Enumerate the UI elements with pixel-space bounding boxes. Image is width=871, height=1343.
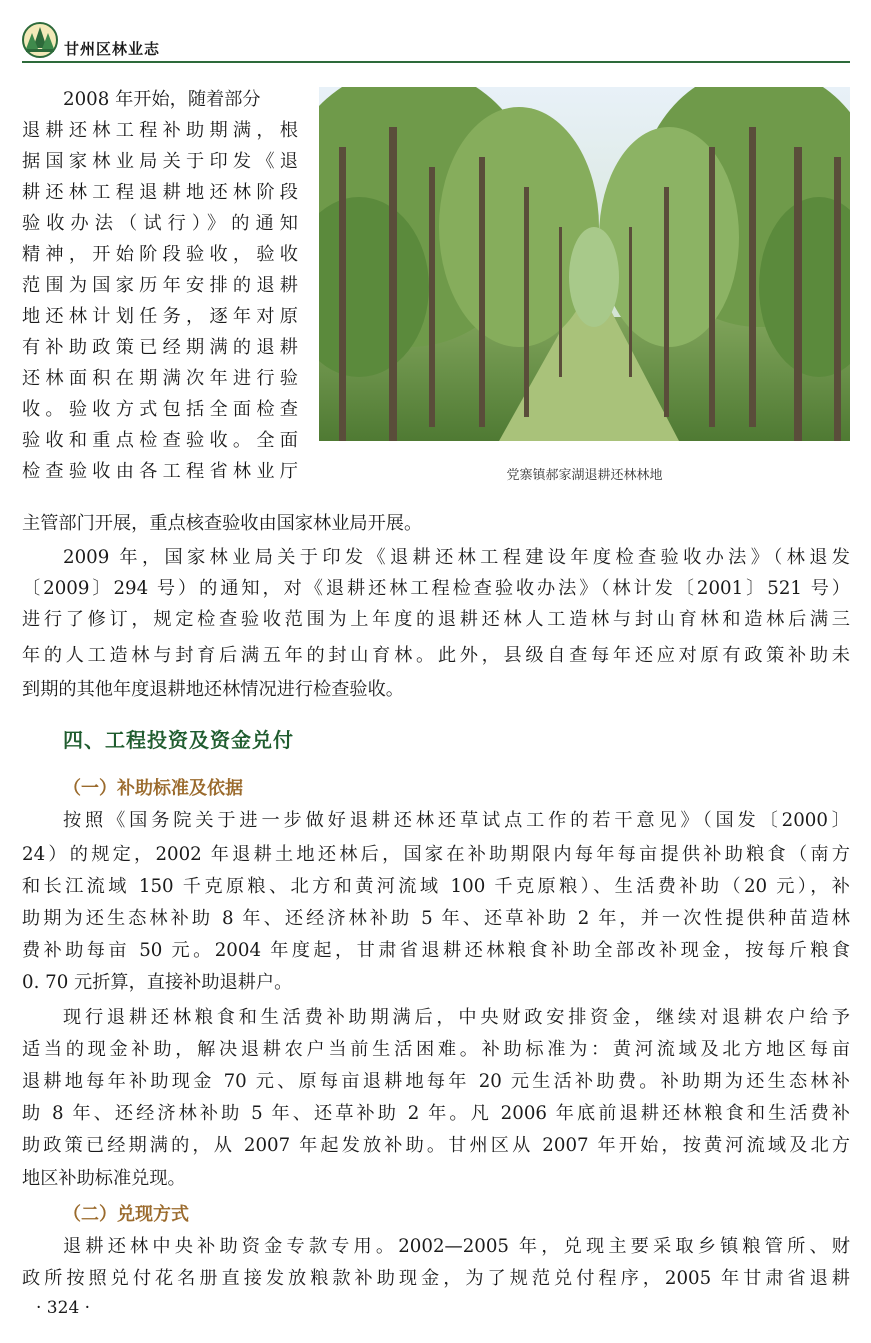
text-line: 地还林计划任务，逐年对原 <box>22 306 298 327</box>
text-line: 现行退耕还林粮食和生活费补助期满后，中央财政安排资金，继续对退耕农户给予 <box>63 1007 850 1028</box>
book-title: 甘州区林业志 <box>64 40 161 58</box>
text-line: 有补助政策已经期满的退耕 <box>22 337 298 358</box>
text-line: 24）的规定，2002 年退耕土地还林后，国家在补助期限内每年每亩提供补助粮食（南方 <box>22 844 850 865</box>
text-line: 按照《国务院关于进一步做好退耕还林还草试点工作的若干意见》（国发〔2000〕 <box>63 810 850 831</box>
text-line: 年的人工造林与封育后满五年的封山育林。此外，县级自查每年还应对原有政策补助未 <box>22 645 850 666</box>
text-line: 费补助每亩 50 元。2004 年度起，甘肃省退耕还林粮食补助全部改补现金，按每斤粮食 <box>22 940 850 961</box>
text-line: 精神，开始阶段验收，验收 <box>22 244 298 265</box>
text-line: 收。验收方式包括全面检查 <box>22 399 298 420</box>
text-line: 助期为还生态林补助 8 年、还经济林补助 5 年、还草补助 2 年，并一次性提供种苗造林 <box>22 908 850 929</box>
text-line: 地区补助标准兑现。 <box>22 1168 186 1189</box>
section-heading: 四、工程投资及资金兑付 <box>63 728 294 752</box>
page-header <box>22 22 850 64</box>
page-number: · 324 · <box>36 1298 91 1318</box>
text-line: 范围为国家历年安排的退耕 <box>22 275 298 296</box>
text-line: 主管部门开展，重点核查验收由国家林业局开展。 <box>22 513 423 534</box>
text-line: 检查验收由各工程省林业厅 <box>22 461 298 482</box>
text-line: 〔2009〕294 号）的通知，对《退耕还林工程检查验收办法》（林计发〔2001〕521 号） <box>22 578 850 599</box>
forest-photo <box>319 87 850 441</box>
text-line: 0. 70 元折算，直接补助退耕户。 <box>22 972 293 993</box>
text-line: 进行了修订，规定检查验收范围为上年度的退耕还林人工造林与封山育林和造林后满三 <box>22 609 850 630</box>
text-line: 2008 年开始，随着部分 <box>63 89 261 110</box>
forest-logo-icon <box>22 22 58 58</box>
text-line: 据国家林业局关于印发《退 <box>22 151 298 172</box>
text-line: 耕还林工程退耕地还林阶段 <box>22 182 298 203</box>
subsection-heading-2: （二）兑现方式 <box>63 1204 189 1225</box>
text-line: 到期的其他年度退耕地还林情况进行检查验收。 <box>22 679 404 700</box>
text-line: 退耕地每年补助现金 70 元、原每亩退耕地每年 20 元生活补助费。补助期为还生态林补 <box>22 1071 850 1092</box>
text-line: 2009 年，国家林业局关于印发《退耕还林工程建设年度检查验收办法》（林退发 <box>63 547 850 568</box>
text-line: 还林面积在期满次年进行验 <box>22 368 298 389</box>
text-line: 验收和重点检查验收。全面 <box>22 430 298 451</box>
text-line: 退耕还林中央补助资金专款专用。2002—2005 年，兑现主要采取乡镇粮管所、财 <box>63 1236 850 1257</box>
text-line: 助政策已经期满的，从 2007 年起发放补助。甘州区从 2007 年开始，按黄河流域及北方 <box>22 1135 850 1156</box>
text-line: 验收办法（试行）》的通知 <box>22 213 298 234</box>
text-line: 政所按照兑付花名册直接发放粮款补助现金，为了规范兑付程序，2005 年甘肃省退耕 <box>22 1268 850 1289</box>
photo-caption: 党寨镇郝家湖退耕还林林地 <box>506 468 663 483</box>
text-line: 助 8 年、还经济林补助 5 年、还草补助 2 年。凡 2006 年底前退耕还林粮食和生活费补 <box>22 1103 850 1124</box>
text-line: 适当的现金补助，解决退耕农户当前生活困难。补助标准为：黄河流域及北方地区每亩 <box>22 1039 850 1060</box>
header-divider <box>22 61 850 63</box>
subsection-heading-1: （一）补助标准及依据 <box>63 778 243 799</box>
text-line: 和长江流域 150 千克原粮、北方和黄河流域 100 千克原粮）、生活费补助（20 元），补 <box>22 876 850 897</box>
text-line: 退耕还林工程补助期满，根 <box>22 120 298 141</box>
